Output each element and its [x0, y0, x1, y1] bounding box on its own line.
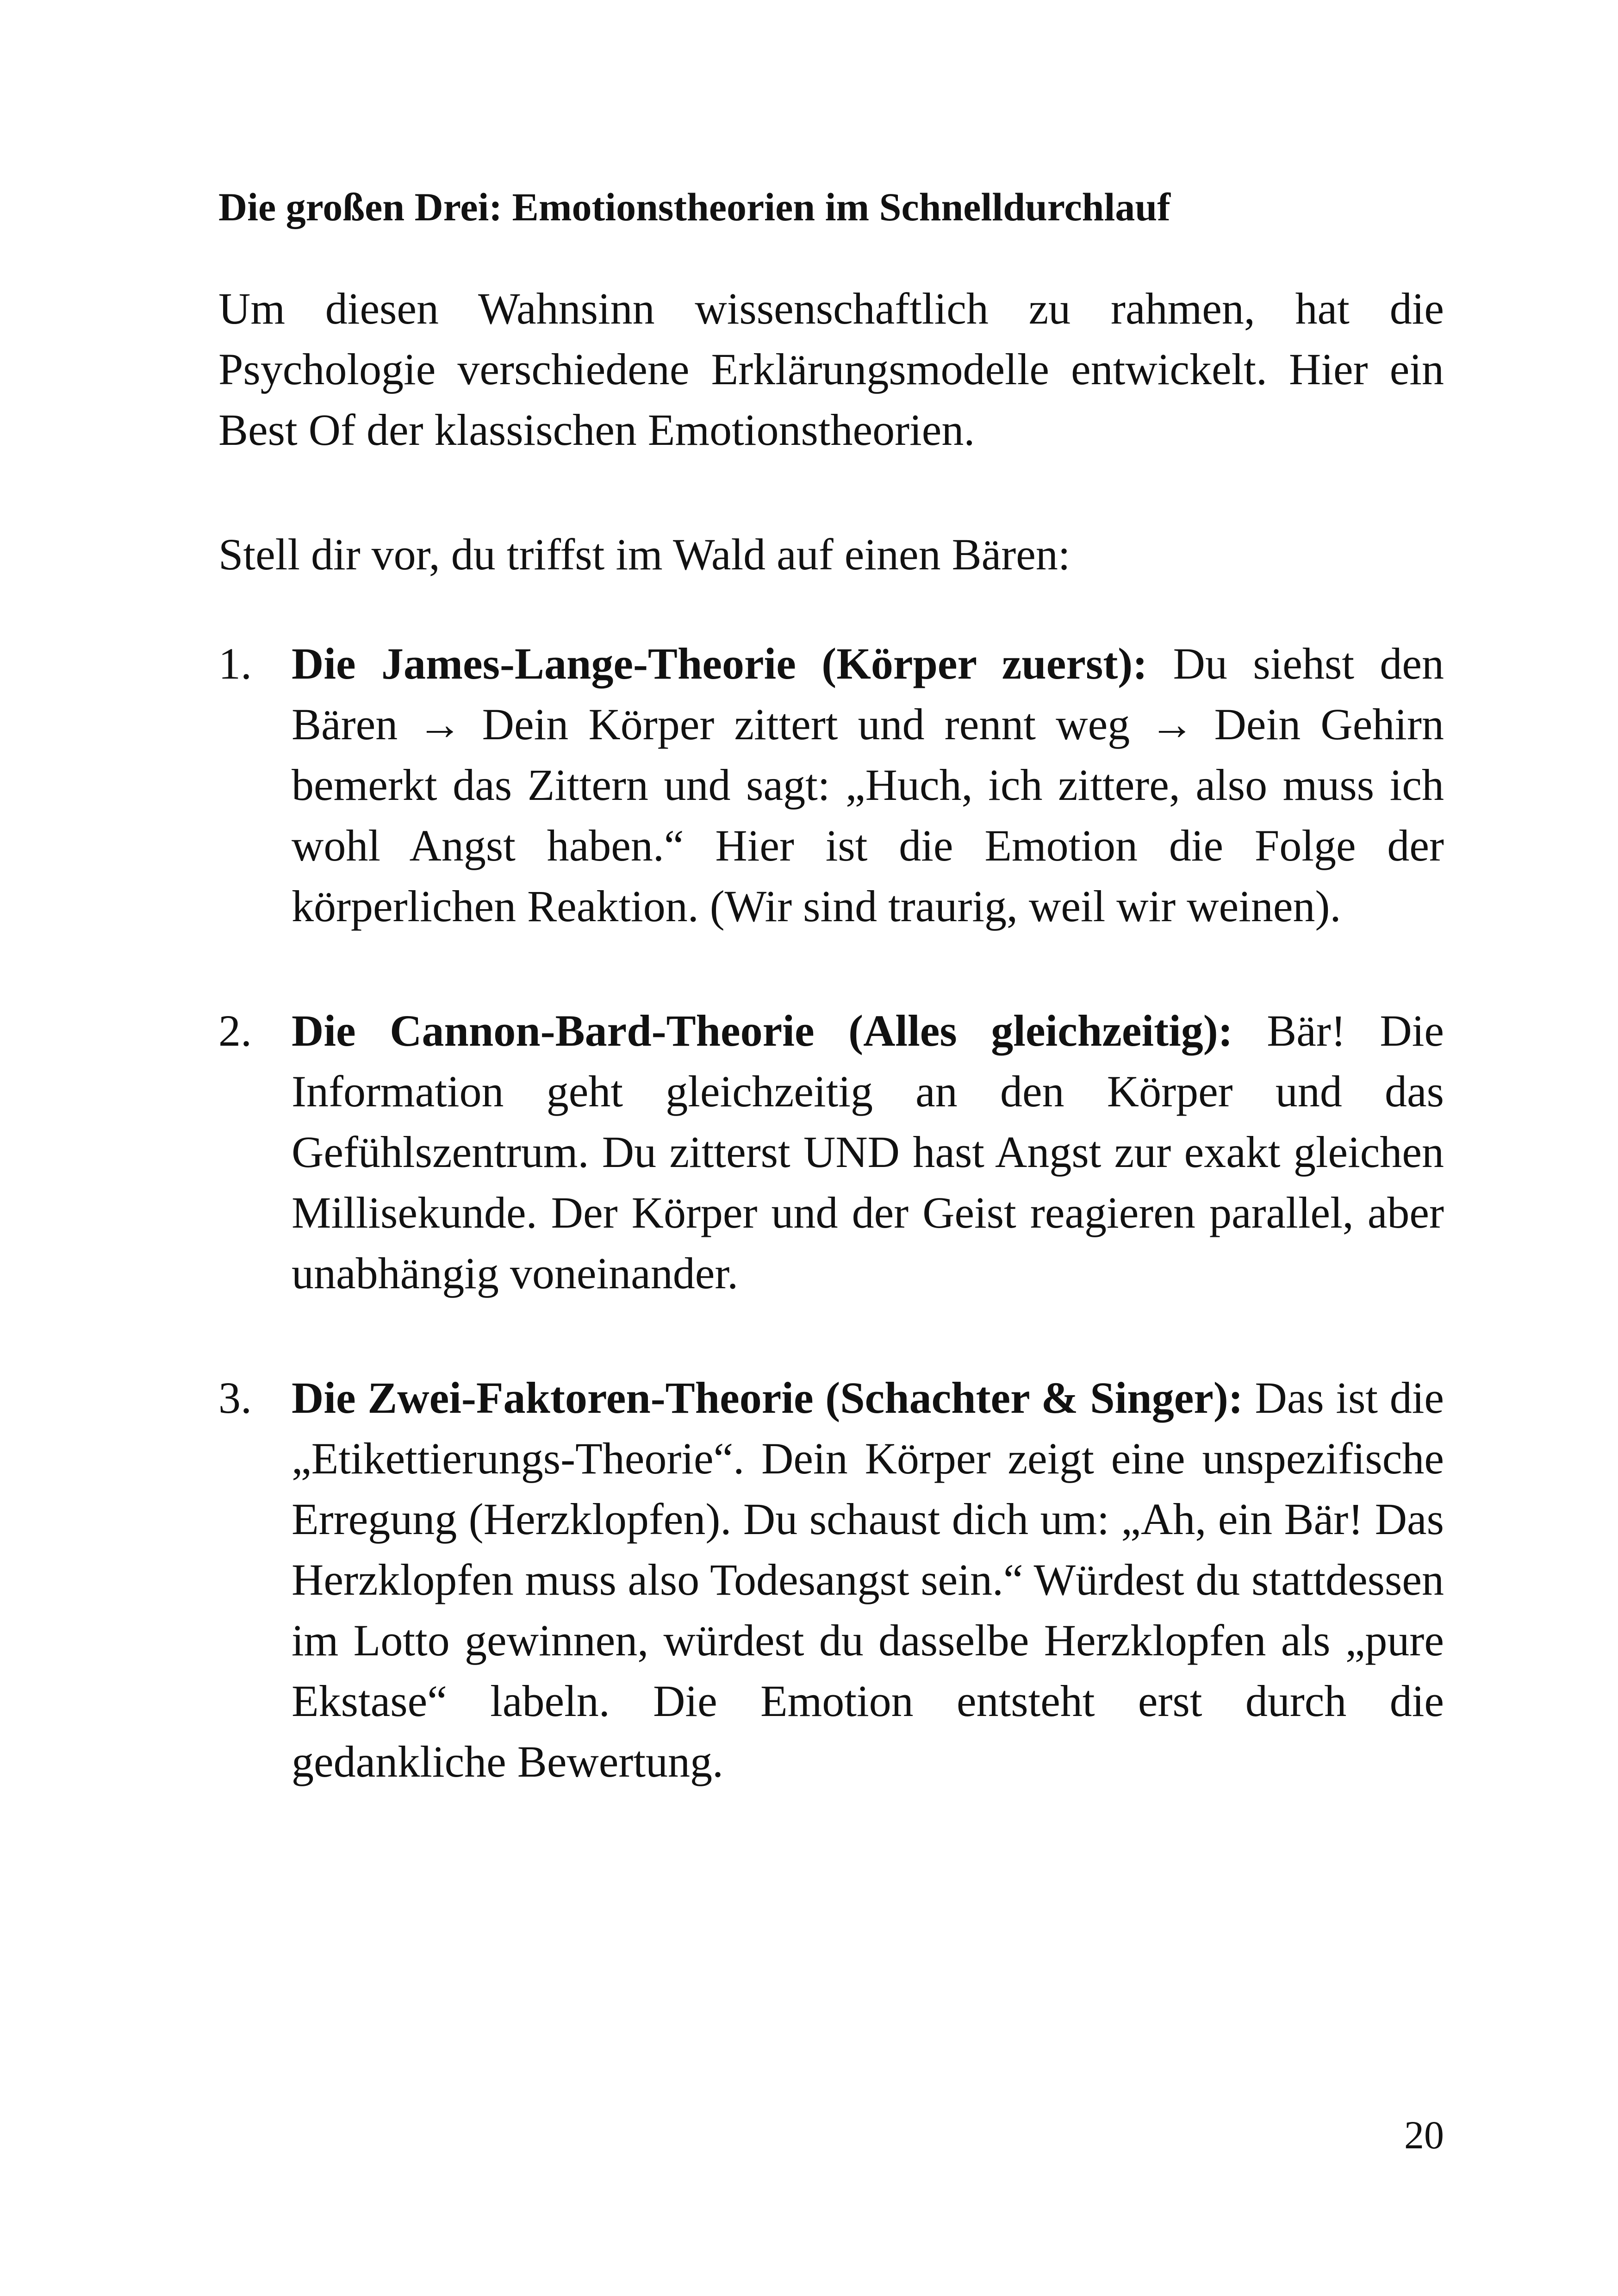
list-item-number: 2.: [218, 1006, 252, 1055]
list-item-body: [292, 1000, 1444, 1304]
theory-text: Du siehst den Bären → Dein Körper zittert und rennt weg → Dein Gehirn bemerkt das Zittern und sagt: „Huch, ich zittere, also muss ich wohl Angst haben.“ Hier ist die Emotion die Folge der körperlichen Reaktion. (Wir sind traurig, weil wir weinen).: [292, 639, 1444, 931]
page-number: 20: [1404, 2113, 1444, 2157]
section-heading: Die großen Drei: Emotionstheorien im Schnelldurchlauf: [218, 185, 1170, 229]
theory-title: Die James-Lange-Theorie (Körper zuerst):: [292, 639, 1173, 688]
list-item-number: 1.: [218, 639, 252, 688]
theory-list-item: [218, 633, 1444, 936]
list-item-body: [292, 633, 1444, 936]
theory-text: Das ist die „Etikettierungs-Theorie“. Dein Körper zeigt eine unspezifische Erregung (Herzklopfen). Du schaust dich um: „Ah, ein Bär! Das Herzklopfen muss also Todesangst sein.“ Würdest du stattdessen im Lotto gewinnen, würdest du dasselbe Herzklopfen als „pure Ekstase“ labeln. Die Emotion entsteht erst durch die gedankliche Bewertung.: [292, 1373, 1444, 1786]
theory-text: Bär! Die Information geht gleichzeitig an den Körper und das Gefühlszentrum. Du zitterst UND hast Angst zur exakt gleichen Millisekunde. Der Körper und der Geist reagieren parallel, aber unabhängig voneinander.: [292, 1006, 1444, 1298]
list-item-number: 3.: [218, 1373, 252, 1423]
page-content: [218, 176, 1444, 1856]
theory-list-item: [218, 1000, 1444, 1304]
bear-prompt-paragraph: Stell dir vor, du triffst im Wald auf einen Bären:: [218, 530, 1070, 579]
theory-title: Die Zwei-Faktoren-Theorie (Schachter & Singer):: [292, 1373, 1255, 1423]
theory-title: Die Cannon-Bard-Theorie (Alles gleichzeitig):: [292, 1006, 1267, 1055]
theory-list-item: [218, 1367, 1444, 1792]
intro-paragraph: Um diesen Wahnsinn wissenschaftlich zu rahmen, hat die Psychologie verschiedene Erklärungsmodelle entwickelt. Hier ein Best Of der klassischen Emotionstheorien.: [218, 284, 1444, 455]
list-item-body: [292, 1367, 1444, 1792]
